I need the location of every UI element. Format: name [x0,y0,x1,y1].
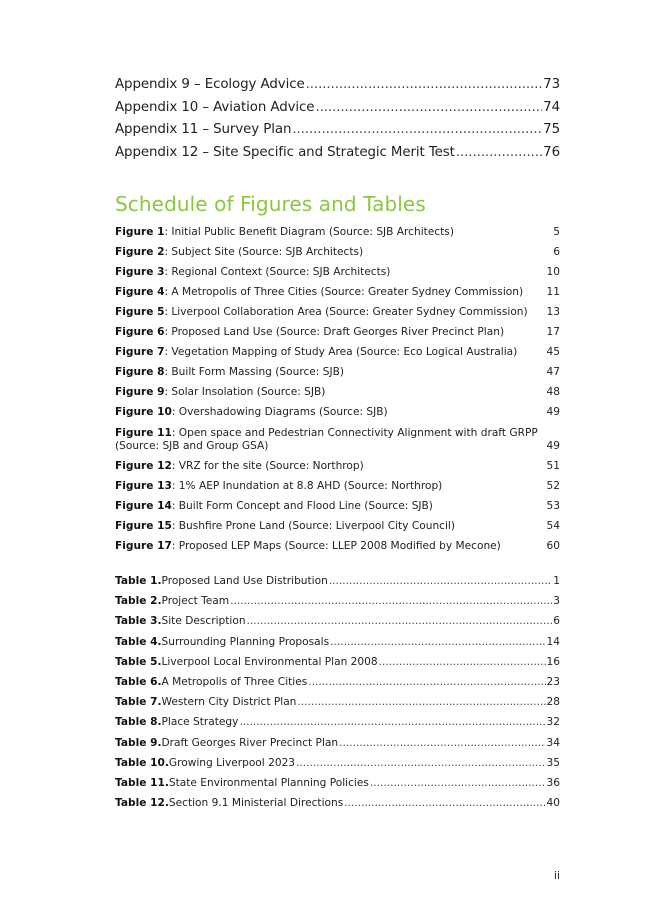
table-title: Proposed Land Use Distribution [161,575,328,587]
figure-number: Figure 6 [115,326,165,338]
figure-page: 52 [546,480,560,492]
table-page: 32 [546,716,560,729]
figure-number: Figure 5 [115,306,165,318]
dot-leader [230,595,552,607]
figure-entry-6[interactable] [115,322,560,342]
toc-entry-label: Appendix 9 – Ecology Advice [115,77,305,92]
section-title: Schedule of Figures and Tables [115,192,426,216]
figure-page: 45 [546,346,560,358]
table-entry-12[interactable] [115,797,560,817]
figure-caption: : Vegetation Mapping of Study Area (Source: Eco Logical Australia) [164,346,518,358]
table-entry-7[interactable] [115,696,560,716]
toc-entry-page: 75 [543,122,560,138]
dot-leader [306,77,543,92]
figure-entry-12[interactable] [115,456,560,476]
table-number: Table 2. [115,595,162,608]
dot-leader [370,777,546,789]
figure-caption: : Solar Insolation (Source: SJB) [164,386,326,398]
figure-number: Figure 11 [115,427,172,439]
figure-entry-8[interactable] [115,362,560,382]
figure-entry-10[interactable] [115,402,560,422]
toc-entry-appendix-10[interactable] [115,100,560,123]
table-number: Table 1. [115,575,162,587]
table-page: 6 [553,615,560,628]
figure-page: 11 [546,286,560,298]
table-page: 1 [553,575,560,587]
table-title: Surrounding Planning Proposals [161,635,330,648]
table-title: Section 9.1 Ministerial Directions [168,797,344,810]
table-title: Growing Liverpool 2023 [168,756,296,769]
figure-number: Figure 12 [115,460,172,472]
figure-entry-2[interactable] [115,242,560,262]
figure-number: Figure 10 [115,406,172,418]
dot-leader [315,100,542,115]
figure-caption: : Built Form Massing (Source: SJB) [164,366,344,378]
appendix-list [115,77,560,167]
table-number: Table 12. [115,797,169,810]
table-number: Table 6. [115,675,162,688]
table-page: 36 [546,776,560,789]
dot-leader [330,636,545,648]
figure-entry-14[interactable] [115,496,560,516]
figure-caption: : 1% AEP Inundation at 8.8 AHD (Source: Northrop) [171,480,443,492]
table-number: Table 7. [115,696,162,709]
toc-entry-page: 76 [543,144,560,160]
dot-leader [292,122,542,137]
toc-entry-page: 73 [543,77,560,92]
figure-number: Figure 13 [115,480,172,492]
page-number: ii [553,869,560,882]
dot-leader [239,716,545,728]
figure-entry-15[interactable] [115,516,560,536]
dot-leader [296,757,545,769]
figure-entry-4[interactable] [115,282,560,302]
table-entry-3[interactable] [115,615,560,635]
table-entry-1[interactable] [115,575,560,595]
figure-caption: : Subject Site (Source: SJB Architects) [164,246,364,258]
figure-page: 60 [546,540,560,552]
figure-number: Figure 3 [115,266,165,278]
figure-number: Figure 15 [115,520,172,532]
figure-page: 48 [546,386,560,398]
table-title: Project Team [161,595,230,608]
table-title: Western City District Plan [161,696,297,709]
table-entry-10[interactable] [115,757,560,777]
table-page: 14 [546,635,560,648]
table-number: Table 3. [115,615,162,628]
figure-page: 47 [546,366,560,378]
table-page: 35 [546,756,560,769]
toc-entry-label: Appendix 12 – Site Specific and Strategic Merit Test [115,144,455,160]
figure-page: 49 [546,406,560,418]
dot-leader [339,737,545,749]
figure-number: Figure 7 [115,346,165,358]
figure-caption: : Proposed LEP Maps (Source: LLEP 2008 Modified by Mecone) [171,540,501,552]
figure-entry-3[interactable] [115,262,560,282]
dot-leader [329,575,552,587]
table-page: 23 [546,675,560,688]
figure-list [115,222,560,556]
dot-leader [379,656,546,668]
figure-page: 6 [553,246,560,258]
toc-entry-label: Appendix 11 – Survey Plan [115,122,292,138]
table-page: 3 [553,595,560,608]
figure-number: Figure 17 [115,540,172,552]
figure-number: Figure 1 [115,226,165,238]
table-entry-9[interactable] [115,737,560,757]
figure-caption: : Proposed Land Use (Source: Draft Georges River Precinct Plan) [164,326,505,338]
figure-caption: : Initial Public Benefit Diagram (Source: SJB Architects) [164,226,454,238]
figure-caption: : Bushfire Prone Land (Source: Liverpool City Council) [171,520,456,532]
table-title: A Metropolis of Three Cities [161,675,308,688]
table-title: Liverpool Local Environmental Plan 2008 [161,655,378,668]
figure-caption: : Overshadowing Diagrams (Source: SJB) [171,406,388,418]
figure-caption: : VRZ for the site (Source: Northrop) [171,460,364,472]
table-title: State Environmental Planning Policies [168,776,369,789]
toc-entry-appendix-12[interactable] [115,145,560,168]
table-page: 40 [546,797,560,810]
table-entry-5[interactable] [115,656,560,676]
table-number: Table 9. [115,736,162,749]
figure-page: 10 [546,266,560,278]
figure-number: Figure 2 [115,246,165,258]
figure-page: 53 [546,500,560,512]
figure-entry-11[interactable] [115,422,560,456]
figure-caption: : A Metropolis of Three Cities (Source: Greater Sydney Commission) [164,286,524,298]
figure-entry-5[interactable] [115,302,560,322]
table-entry-4[interactable] [115,636,560,656]
table-title: Place Strategy [161,716,239,729]
table-entry-2[interactable] [115,595,560,615]
table-number: Table 5. [115,655,162,668]
figure-entry-1[interactable] [115,222,560,242]
figure-caption: : Liverpool Collaboration Area (Source: Greater Sydney Commission) [164,306,528,318]
toc-entry-page: 74 [543,99,560,115]
figure-page: 49 [546,440,560,452]
table-number: Table 11. [115,776,169,789]
table-list [115,575,560,817]
toc-entry-appendix-11[interactable] [115,122,560,145]
table-title: Site Description [161,615,246,628]
figure-page: 5 [553,226,560,238]
figure-caption: : Open space and Pedestrian Connectivity Alignment with draft GRPP (Source: SJB and Group GSA) [115,427,538,452]
dot-leader [247,615,553,627]
figure-caption: : Regional Context (Source: SJB Architects) [164,266,391,278]
figure-entry-17[interactable] [115,536,560,556]
table-entry-11[interactable] [115,777,560,797]
dot-leader [297,696,545,708]
figure-page: 54 [546,520,560,532]
toc-entry-appendix-9[interactable] [115,77,560,100]
dot-leader [456,145,542,160]
figure-number: Figure 4 [115,286,165,298]
figure-number: Figure 14 [115,500,172,512]
dot-leader [308,676,545,688]
table-number: Table 4. [115,635,162,648]
table-title: Draft Georges River Precinct Plan [161,736,339,749]
table-page: 28 [546,696,560,709]
figure-page: 13 [546,306,560,318]
figure-number: Figure 9 [115,386,165,398]
figure-page: 51 [546,460,560,472]
figure-caption: : Built Form Concept and Flood Line (Source: SJB) [171,500,433,512]
dot-leader [344,797,545,809]
figure-number: Figure 8 [115,366,165,378]
figure-page: 17 [546,326,560,338]
toc-entry-label: Appendix 10 – Aviation Advice [115,99,315,115]
table-entry-6[interactable] [115,676,560,696]
table-page: 34 [546,736,560,749]
table-number: Table 10. [115,756,169,769]
table-number: Table 8. [115,716,162,729]
figure-entry-13[interactable] [115,476,560,496]
table-entry-8[interactable] [115,716,560,736]
figure-entry-9[interactable] [115,382,560,402]
figure-entry-7[interactable] [115,342,560,362]
table-page: 16 [546,655,560,668]
